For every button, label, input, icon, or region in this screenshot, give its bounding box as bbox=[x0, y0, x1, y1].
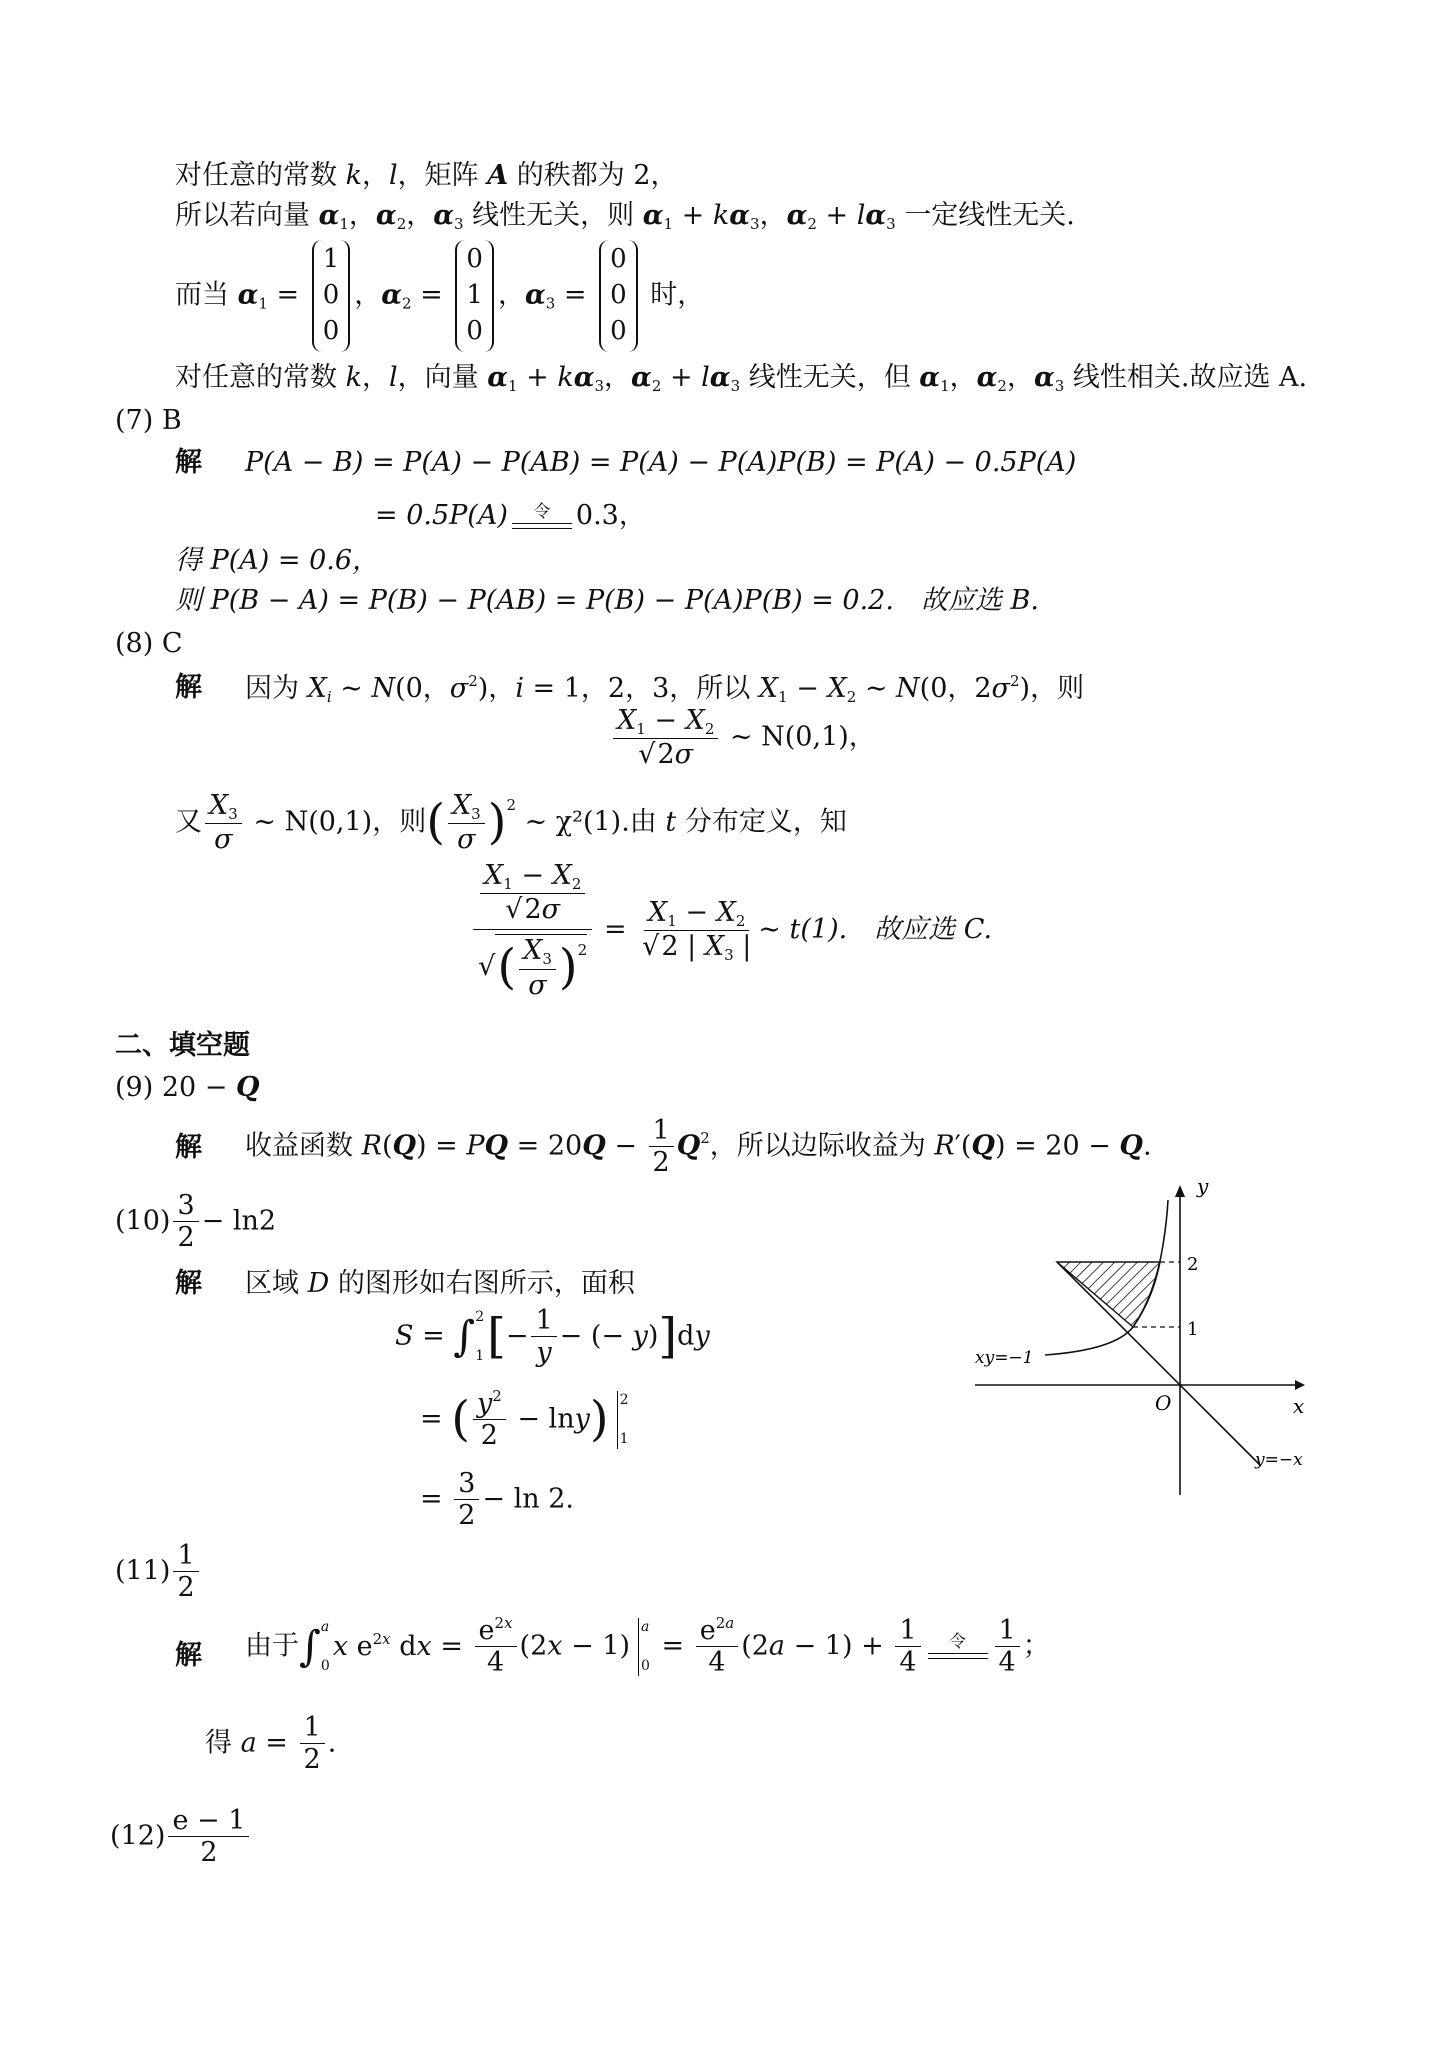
p7-line4: 则 P(B − A) = P(B) − P(AB) = P(B) − P(A)P(B) = 0.2. 故应选 B. bbox=[175, 585, 1039, 616]
answer-11: (11) $\frac{1}{2}$ bbox=[115, 1540, 202, 1603]
p10-line1: 区域 D 的图形如右图所示，面积 bbox=[245, 1268, 635, 1299]
p8-line3: 又 $\frac{X_3}{\sigma}$ ∼ N(0,1)，则( $\frac{X_3}{\sigma}$ )$^2$ ∼ χ²(1).由 t 分布定义，知 bbox=[175, 790, 847, 856]
svg-text:y: y bbox=[1197, 1175, 1209, 1198]
p11-result: 得 a = $\frac{1}{2}$ . bbox=[205, 1712, 337, 1776]
line-y-neg-x bbox=[1057, 1262, 1260, 1465]
svg-text:O: O bbox=[1155, 1391, 1172, 1415]
p7-line1: P(A − B) = P(A) − P(AB) = P(A) − P(A)P(B) = P(A) − 0.5P(A) bbox=[245, 447, 1077, 478]
answer-8: (8) C bbox=[115, 628, 183, 659]
jie-label: 解 bbox=[175, 1132, 202, 1163]
vector-alpha1: 1 0 0 bbox=[312, 240, 351, 352]
region-figure bbox=[975, 1175, 1320, 1505]
answer-9: (9) 20 − Q bbox=[115, 1072, 260, 1103]
vector-alpha3: 0 0 0 bbox=[599, 240, 638, 352]
p10-result: = $\frac{3}{2}$ − ln 2. bbox=[420, 1468, 574, 1532]
answer-7: (7) B bbox=[115, 405, 182, 436]
svg-text:1: 1 bbox=[1187, 1319, 1199, 1340]
svg-text:xy=−1: xy=−1 bbox=[975, 1348, 1034, 1368]
answer-12: (12) $\frac{e - 1}{2}$ bbox=[110, 1805, 252, 1868]
p8-t-ratio: $\frac{X_1 - X_2}{√2\sigma}$ √( $\frac{X_3}{\sigma}$ )$^2$ = $\frac{X_1 - X_2}{√2 | X_3 |}$ ∼ t(1). 故应选 C. bbox=[470, 860, 992, 1001]
shaded-region bbox=[1057, 1262, 1160, 1327]
answer-10: (10) $\frac{3}{2}$ − ln2 bbox=[115, 1190, 277, 1254]
line-vectors: 而当 $\alpha_1$ = 1 0 0 ，$\alpha_2$ = 0 1 0 ，$\alpha_3$ = 0 0 0 时， bbox=[175, 240, 704, 352]
p11-line: 由于∫ a 0 x $e^{2x}$ dx = $\frac{e^{2x}}{4}$ (2x − 1) a 0 = $\frac{e^{2a}}{4}$ (2a − 1) + $\frac{1}{4}$ 令 $\frac{1}{4}$ ； bbox=[245, 1614, 1050, 1679]
p8-fraction: $\frac{X_1 - X_2}{√2\sigma}$ ∼ N(0,1)， bbox=[610, 705, 876, 770]
p8-line1: 因为 $X_i$ ∼ N(0，$\sigma^2$)，i = 1，2，3，所以 $X_1 - X_2$ ∼ N(0，$2\sigma^2$)，则 bbox=[245, 672, 1085, 706]
svg-text:x: x bbox=[1293, 1394, 1305, 1418]
jie-label: 解 bbox=[175, 1640, 202, 1671]
line-independent: 所以若向量 $\alpha_1$，$\alpha_2$，$\alpha_3$ 线性无关，则 $\alpha_1 + k\alpha_3$，$\alpha_2 + l\alpha_3$ 一定线性无关. bbox=[175, 200, 1075, 233]
vector-alpha2: 0 1 0 bbox=[455, 240, 494, 352]
svg-text:y=−x: y=−x bbox=[1255, 1450, 1303, 1470]
svg-text:2: 2 bbox=[1187, 1254, 1199, 1275]
p10-antideriv: = ( $\frac{y^2}{2}$ − lny) 2 1 bbox=[420, 1387, 629, 1452]
section-heading: 二、填空题 bbox=[115, 1030, 250, 1061]
jie-label: 解 bbox=[175, 1268, 202, 1299]
line-rank: 对任意的常数 k，l，矩阵 A 的秩都为 2， bbox=[175, 160, 678, 191]
jie-label: 解 bbox=[175, 672, 202, 703]
jie-label: 解 bbox=[175, 447, 202, 478]
line-conclusion-a: 对任意的常数 k，l，向量 $\alpha_1 + k\alpha_3$，$\alpha_2 + l\alpha_3$ 线性无关，但 $\alpha_1$，$\alpha_2$，$\alpha_3$ 线性相关.故应选 A. bbox=[175, 362, 1308, 395]
p9-line: 收益函数 R(Q) = PQ = 20Q − $\frac{1}{2}$ $Q^2$，所以边际收益为 R′(Q) = 20 − Q. bbox=[245, 1115, 1152, 1179]
p7-line2: = 0.5P(A) 令 0.3， bbox=[375, 500, 646, 531]
p7-line3: 得 P(A) = 0.6， bbox=[175, 545, 380, 576]
p10-integral: S = ∫ 2 1 [− $\frac{1}{y}$ − (− y)]dy bbox=[395, 1305, 710, 1369]
